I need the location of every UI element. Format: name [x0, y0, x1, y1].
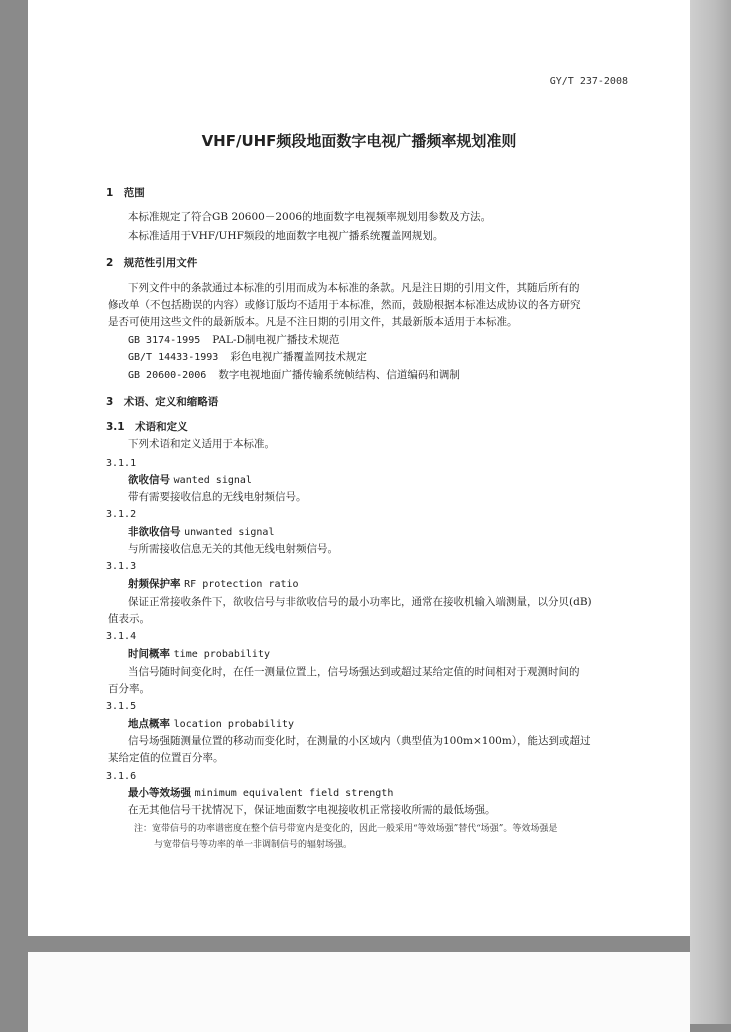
term-english: unwanted signal [184, 527, 275, 538]
term-name [128, 577, 299, 592]
term-english: minimum equivalent field strength [194, 788, 394, 799]
term-name [128, 473, 252, 488]
term-chinese: 非欲收信号 [128, 526, 181, 538]
term-chinese: 最小等效场强 [128, 787, 191, 799]
term-definition: 带有需要接收信息的无线电射频信号。 [128, 491, 307, 503]
reference-item [128, 368, 460, 383]
reference-title: PAL-D制电视广播技术规范 [212, 334, 340, 346]
reference-code: GB/T 14433-1993 [128, 352, 219, 363]
term-chinese: 地点概率 [128, 718, 170, 730]
term-name [128, 525, 274, 540]
section-3-1-intro: 下列术语和定义适用于本标准。 [128, 438, 275, 450]
section-3-1-heading: 3.1 术语和定义 [106, 421, 188, 433]
term-number: 3.1.1 [106, 458, 137, 469]
reference-item [128, 333, 339, 348]
term-name [128, 717, 294, 732]
term-definition: 当信号随时间变化时，在任一测量位置上，信号场强达到或超过某给定值的时间相对于观测时间的 [128, 666, 580, 678]
term-number: 3.1.2 [106, 509, 137, 520]
note-line-2: 与宽带信号等功率的单一非调制信号的辐射场强。 [154, 840, 353, 850]
reference-item [128, 350, 367, 365]
section-1-heading: 1 范围 [106, 187, 145, 199]
term-english: wanted signal [173, 475, 252, 486]
term-chinese: 射频保护率 [128, 578, 181, 590]
term-number: 3.1.6 [106, 771, 137, 782]
reference-title: 数字电视地面广播传输系统帧结构、信道编码和调制 [218, 369, 460, 381]
note-line-1: 注：宽带信号的功率谱密度在整个信号带宽内是变化的，因此一般采用“等效场强”替代“场强”。等效场强是 [134, 824, 558, 834]
term-definition-cont: 百分率。 [108, 683, 150, 695]
next-page [28, 952, 690, 1032]
term-definition: 在无其他信号干扰情况下，保证地面数字电视接收机正常接收所需的最低场强。 [128, 804, 496, 816]
section-2-para-line-3: 是否可使用这些文件的最新版本。凡是不注日期的引用文件，其最新版本适用于本标准。 [108, 316, 518, 328]
section-2-para-line-1: 下列文件中的条款通过本标准的引用而成为本标准的条款。凡是注日期的引用文件，其随后所有的 [128, 282, 580, 294]
term-number: 3.1.5 [106, 701, 137, 712]
document-page [28, 0, 690, 936]
reference-code: GB 20600-2006 [128, 370, 207, 381]
term-definition: 保证正常接收条件下，欲收信号与非欲收信号的最小功率比，通常在接收机输入端测量，以分贝(dB) [128, 596, 592, 608]
section-1-para-2: 本标准适用于VHF/UHF频段的地面数字电视广播系统覆盖网规划。 [128, 230, 444, 242]
document-number: GY/T 237-2008 [549, 76, 628, 87]
term-chinese: 欲收信号 [128, 474, 170, 486]
term-english: location probability [173, 719, 295, 730]
term-definition-cont: 值表示。 [108, 613, 150, 625]
viewer-scrollbar-track[interactable] [690, 0, 731, 1024]
term-definition: 信号场强随测量位置的移动而变化时，在测量的小区域内（典型值为100m×100m），能达到或超过 [128, 735, 591, 747]
term-english: time probability [173, 649, 270, 660]
reference-code: GB 3174-1995 [128, 335, 201, 346]
term-name [128, 647, 270, 662]
term-number: 3.1.4 [106, 631, 137, 642]
section-3-heading: 3 术语、定义和缩略语 [106, 396, 219, 408]
term-chinese: 时间概率 [128, 648, 170, 660]
term-name [128, 786, 393, 801]
section-2-heading: 2 规范性引用文件 [106, 257, 198, 269]
term-definition: 与所需接收信息无关的其他无线电射频信号。 [128, 543, 338, 555]
term-number: 3.1.3 [106, 561, 137, 572]
term-english: RF protection ratio [184, 579, 299, 590]
document-title: VHF/UHF频段地面数字电视广播频率规划准则 [201, 132, 517, 150]
section-2-para-line-2: 修改单（不包括勘误的内容）或修订版均不适用于本标准，然而，鼓励根据本标准达成协议的各方研究 [108, 299, 581, 311]
term-definition-cont: 某给定值的位置百分率。 [108, 752, 224, 764]
section-1-para-1: 本标准规定了符合GB 20600－2006的地面数字电视频率规划用参数及方法。 [128, 211, 492, 223]
reference-title: 彩色电视广播覆盖网技术规定 [230, 351, 367, 363]
